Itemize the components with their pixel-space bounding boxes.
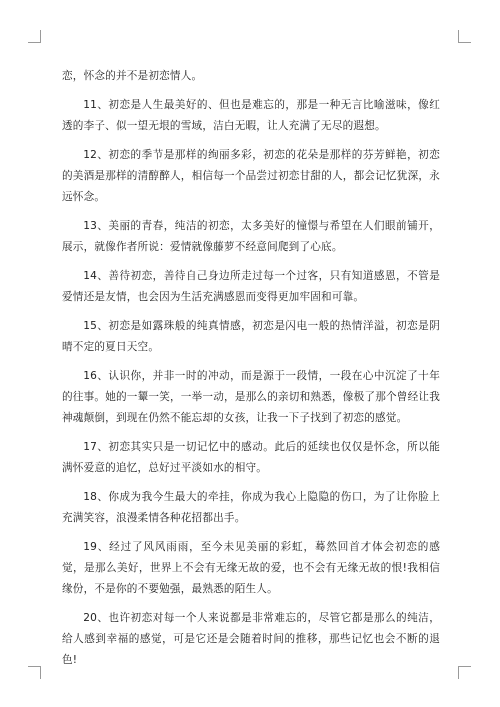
paragraph-16: 16、认识你，并非一时的冲动，而是源于一段情，一段在心中沉淀了十年的往事。她的一颦一笑，一举一动，是那么的亲切和熟悉，像极了那个曾经让我神魂颠倒，到现在仍然不能忘却的女孩，让我一下子找到了初恋的感觉。 xyxy=(62,370,440,424)
page-corner-mark-top-left xyxy=(28,30,41,43)
paragraph-19: 19、经过了风风雨雨，至今未见美丽的彩虹，蓦然回首才体会初恋的感觉，是那么美好，世界上不会有无缘无故的爱，也不会有无缘无故的恨!我相信缘份，不是你的不要勉强，最熟悉的陌生人。 xyxy=(62,541,440,595)
paragraph-15: 15、初恋是如露珠般的纯真情感，初恋是闪电一般的热情洋溢，初恋是阴晴不定的夏日天空。 xyxy=(62,320,440,353)
paragraph-14: 14、善待初恋，善待自己身边所走过每一个过客，只有知道感恩，不管是爱情还是友情，也会因为生活充满感恩而变得更加牢固和可靠。 xyxy=(62,270,440,303)
paragraph-18: 18、你成为我今生最大的牵挂，你成为我心上隐隐的伤口，为了让你脸上充满笑容，浪漫柔情各种花招都出手。 xyxy=(62,491,440,524)
paragraph-17: 17、初恋其实只是一切记忆中的感动。此后的延续也仅仅是怀念，所以能满怀爱意的追忆，总好过平淡如水的相守。 xyxy=(62,441,440,474)
paragraph-12: 12、初恋的季节是那样的绚丽多彩，初恋的花朵是那样的芬芳鲜艳，初恋的美酒是那样的清醇醉人，相信每一个品尝过初恋甘甜的人，都会记忆犹深，永远怀念。 xyxy=(62,149,440,203)
paragraph-11: 11、初恋是人生最美好的、但也是难忘的，那是一种无言比喻滋味，像红透的李子、似一望无垠的雪域，洁白无暇，让人充满了无尽的遐想。 xyxy=(62,99,440,132)
page-corner-mark-bottom-right xyxy=(458,666,471,679)
page-corner-mark-top-right xyxy=(458,30,471,43)
paragraph-13: 13、美丽的青春，纯洁的初恋，太多美好的憧憬与希望在人们眼前铺开，展示，就像作者所说：爱情就像藤萝不经意间爬到了心底。 xyxy=(62,220,440,253)
page-corner-mark-bottom-left xyxy=(28,666,41,679)
paragraph-20: 20、也许初恋对每一个人来说都是非常难忘的，尽管它都是那么的纯洁，给人感到幸福的感觉，可是它还是会随着时间的推移，那些记忆也会不断的退色! xyxy=(62,612,440,666)
document-body xyxy=(62,66,440,679)
paragraph-continuation: 恋，怀念的并不是初恋情人。 xyxy=(62,70,203,82)
